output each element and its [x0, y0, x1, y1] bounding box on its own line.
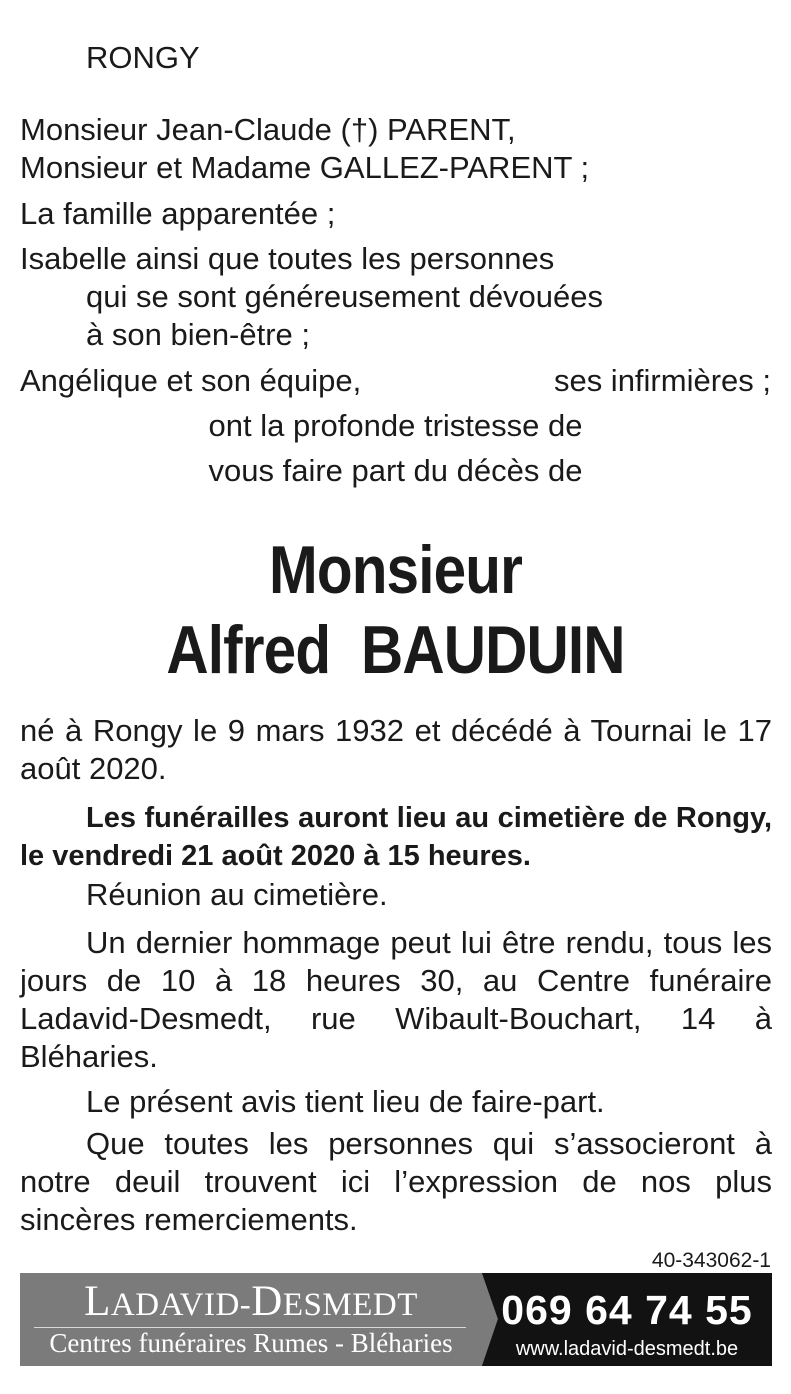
- birth-death-paragraph: né à Rongy le 9 mars 1932 et décédé à Tournai le 17 août 2020.: [20, 713, 772, 786]
- thanks-paragraph: Que toutes les personnes qui s’associeront à notre deuil trouvent ici l’expression de nos plus sincères remerciements.: [20, 1126, 772, 1237]
- family-line-4: Isabelle ainsi que toutes les personnes: [20, 241, 555, 276]
- family-line-6: à son bien-être ;: [86, 317, 311, 352]
- meeting-paragraph: Réunion au cimetière.: [86, 877, 388, 912]
- logo-letter-d: D: [251, 1278, 283, 1325]
- website-link[interactable]: www.ladavid-desmedt.be: [515, 1338, 739, 1360]
- logo-letter-l: L: [84, 1278, 111, 1325]
- family-line-1: Monsieur Jean-Claude (†) PARENT,: [20, 112, 516, 147]
- announcement-line-1: ont la profonde tristesse de: [208, 408, 583, 443]
- family-line-3: La famille apparentée ;: [20, 196, 336, 231]
- funeral-home-logo: [20, 1277, 482, 1330]
- deceased-title: Monsieur: [268, 532, 523, 608]
- logo-part-adavid: ADAVID-: [110, 1287, 252, 1323]
- announcement-line-2: vous faire part du décès de: [208, 453, 583, 488]
- reference-number: 40-343062-1: [651, 1249, 771, 1272]
- family-line-7-right: ses infirmières ;: [553, 363, 771, 398]
- notice-paragraph: Le présent avis tient lieu de faire-part.: [86, 1084, 605, 1119]
- phone-number[interactable]: 069 64 74 55: [501, 1287, 753, 1333]
- funeral-home-banner: [20, 1273, 772, 1366]
- logo-part-esmedt: ESMEDT: [282, 1287, 418, 1323]
- funeral-paragraph: Les funérailles auront lieu au cimetière de Rongy, le vendredi 21 août 2020 à 15 heures.: [20, 802, 772, 872]
- funeral-home-subtitle: Centres funéraires Rumes - Bléharies: [49, 1328, 453, 1358]
- village-heading: RONGY: [86, 40, 200, 75]
- family-line-5: qui se sont généreusement dévouées: [86, 279, 604, 314]
- deceased-name: Alfred BAUDUIN: [166, 612, 625, 688]
- family-line-7-left: Angélique et son équipe,: [20, 363, 362, 398]
- tribute-paragraph: Un dernier hommage peut lui être rendu, tous les jours de 10 à 18 heures 30, au Centre funéraire Ladavid-Desmedt, rue Wibault-Bouchart, 14 à Bléharies.: [20, 925, 772, 1074]
- family-line-2: Monsieur et Madame GALLEZ-PARENT ;: [20, 150, 590, 185]
